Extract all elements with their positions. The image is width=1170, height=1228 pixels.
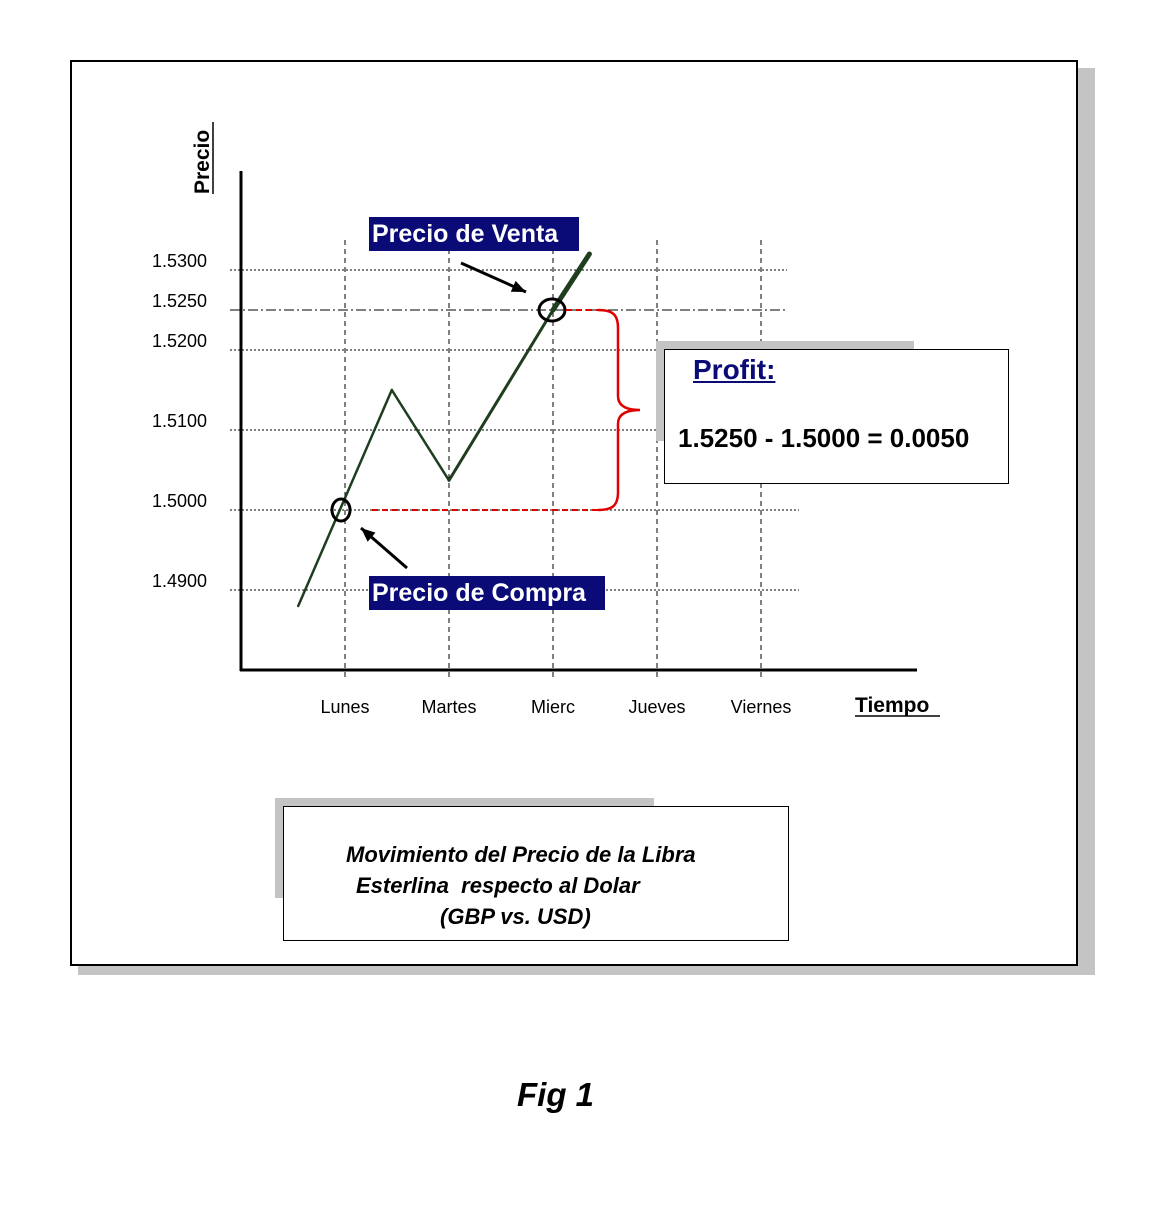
profit-box xyxy=(664,349,1009,484)
sell-price-label: Precio de Venta xyxy=(369,217,579,251)
y-tick-label: 1.5200 xyxy=(152,331,208,351)
y-tick-label: 1.5000 xyxy=(152,491,208,511)
y-tick-label: 1.4900 xyxy=(152,571,208,591)
caption-line-2: Esterlina respecto al Dolar xyxy=(356,873,640,898)
caption-line-1: Movimiento del Precio de la Libra xyxy=(346,842,696,867)
price-line-segment xyxy=(392,390,449,480)
x-tick-label: Jueves xyxy=(628,697,686,717)
caption-line-3: (GBP vs. USD) xyxy=(440,904,591,929)
y-tick-label: 1.5100 xyxy=(152,411,208,431)
x-axis-title: Tiempo xyxy=(855,694,930,717)
y-axis-title: Precio xyxy=(191,129,214,194)
tick-layer xyxy=(152,251,791,717)
profit-brace xyxy=(598,310,640,510)
y-tick-label: 1.5300 xyxy=(152,251,208,271)
profit-formula: 1.5250 - 1.5000 = 0.0050 xyxy=(678,423,970,453)
figure-label: Fig 1 xyxy=(517,1076,595,1113)
x-tick-label: Lunes xyxy=(320,697,370,717)
buy-price-label: Precio de Compra xyxy=(369,576,605,610)
x-tick-label: Viernes xyxy=(730,697,792,717)
x-tick-label: Martes xyxy=(421,697,477,717)
price-line-segment xyxy=(449,310,553,480)
x-tick-label: Mierc xyxy=(531,697,575,717)
profit-title: Profit: xyxy=(693,354,776,385)
caption-box xyxy=(283,806,789,941)
annotation-layer xyxy=(332,263,640,568)
y-tick-label: 1.5250 xyxy=(152,291,208,311)
